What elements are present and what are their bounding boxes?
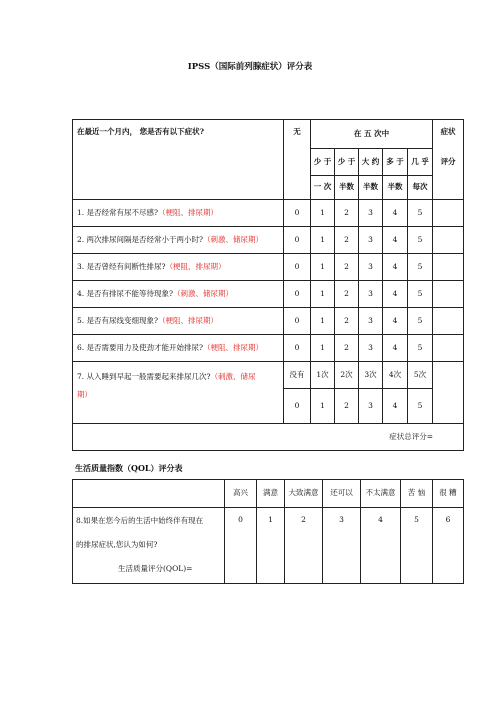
score-option: 3 xyxy=(359,254,383,281)
count-option: 1次 xyxy=(311,362,335,389)
score-option: 0 xyxy=(284,335,311,362)
score-option: 4 xyxy=(383,227,408,254)
question-row xyxy=(73,308,464,335)
score-option: 1 xyxy=(311,281,335,308)
score-option: 4 xyxy=(383,308,408,335)
score-option: 2 xyxy=(335,389,359,424)
score-option: 0 xyxy=(284,389,311,424)
question-tag: （刺激、储尿 xyxy=(210,372,256,381)
question-tag: （梗阻、排尿期） xyxy=(203,342,264,352)
qol-score-label: 生活质量评分(QOL)= xyxy=(118,564,193,573)
ipss-table xyxy=(72,119,464,451)
qol-score-option: 4 xyxy=(361,508,401,584)
qol-option-header: 很 糟 xyxy=(433,480,464,508)
score-option: 5 xyxy=(408,335,433,362)
freq-top-label: 多 于 xyxy=(383,149,408,176)
question-row xyxy=(73,335,464,362)
question-tag: （梗阻、排尿期） xyxy=(158,315,219,325)
score-cell xyxy=(433,200,464,227)
count-option: 5次 xyxy=(408,362,433,389)
qol-score-option: 2 xyxy=(285,508,323,584)
qol-option-header: 满意 xyxy=(257,480,285,508)
question-text: 6. 是否需要用力及使劲才能开始排尿?（梗阻、排尿期） xyxy=(73,335,284,362)
score-cell xyxy=(433,308,464,335)
score-cell xyxy=(433,227,464,254)
count-option: 4次 xyxy=(383,362,408,389)
question-text: 5. 是否有尿线变细现象?（梗阻、排尿期） xyxy=(73,308,284,335)
count-option: 2次 xyxy=(335,362,359,389)
qol-question-line2: 的排尿症状,您认为如何? xyxy=(76,540,158,549)
question-text: 1. 是否经常有尿不尽感?（梗阻、排尿期） xyxy=(73,200,284,227)
question-tag: （刺激、储尿期） xyxy=(173,288,234,298)
score-option: 4 xyxy=(383,200,408,227)
qol-title: 生活质量指数（QOL）评分表 xyxy=(75,463,183,473)
score-option: 3 xyxy=(359,308,383,335)
question-tag-cont: 期） xyxy=(77,390,92,399)
score-option: 0 xyxy=(284,281,311,308)
freq-bottom-label: 每次 xyxy=(408,176,433,200)
qol-score-option: 6 xyxy=(433,508,464,584)
question-row xyxy=(73,254,464,281)
count-option: 3次 xyxy=(359,362,383,389)
freq-bottom-label: 半数 xyxy=(359,176,383,200)
score-option: 3 xyxy=(359,200,383,227)
question-tag: （梗阻、排尿期） xyxy=(165,261,226,271)
qol-question-line1: 8.如果在您今后的生活中始终伴有现在 xyxy=(76,516,204,525)
score-option: 0 xyxy=(284,200,311,227)
score-option: 4 xyxy=(383,335,408,362)
score-option: 4 xyxy=(383,254,408,281)
document-title: IPSS（国际前列腺症状）评分表 xyxy=(187,62,313,72)
in-five-header: 在 五 次中 xyxy=(311,120,433,149)
qol-option-header: 不太满意 xyxy=(361,480,401,508)
question-text: 2. 两次排尿间隔是否经常小于两小时?（刺激、储尿期） xyxy=(73,227,284,254)
question-text: 4. 是否有排尿不能等待现象?（刺激、储尿期） xyxy=(73,281,284,308)
question-row xyxy=(73,281,464,308)
score-option: 0 xyxy=(284,254,311,281)
score-option: 5 xyxy=(408,389,433,424)
freq-bottom-label: 半数 xyxy=(335,176,359,200)
qol-score-option: 3 xyxy=(323,508,361,584)
qol-option-header: 高兴 xyxy=(225,480,257,508)
qol-option-header: 还可以 xyxy=(323,480,361,508)
score-option: 2 xyxy=(335,281,359,308)
score-cell xyxy=(433,362,464,424)
score-header xyxy=(433,120,464,200)
score-option: 5 xyxy=(408,254,433,281)
score-option: 2 xyxy=(335,308,359,335)
score-cell xyxy=(433,281,464,308)
score-header-line1: 症状 xyxy=(440,127,456,136)
question-row xyxy=(73,200,464,227)
score-option: 1 xyxy=(311,308,335,335)
qol-score-option: 5 xyxy=(401,508,433,584)
freq-bottom-label: 一 次 xyxy=(311,176,335,200)
freq-top-label: 大 约 xyxy=(359,149,383,176)
score-option: 3 xyxy=(359,335,383,362)
question-header: 在最近一个月内， 您是否有以下症状? xyxy=(73,120,284,200)
score-option: 5 xyxy=(408,308,433,335)
score-option: 5 xyxy=(408,200,433,227)
score-option: 4 xyxy=(383,281,408,308)
score-option: 5 xyxy=(408,227,433,254)
score-option: 0 xyxy=(284,227,311,254)
score-option: 5 xyxy=(408,281,433,308)
score-option: 2 xyxy=(335,254,359,281)
score-option: 1 xyxy=(311,389,335,424)
qol-question xyxy=(73,508,225,584)
none-header: 无 xyxy=(284,120,311,200)
question-text: 7. 从入睡到早起一般需要起来排尿几次?（刺激、储尿 期） xyxy=(73,362,284,424)
question-row-7 xyxy=(73,362,464,389)
score-option: 3 xyxy=(359,227,383,254)
score-cell xyxy=(433,335,464,362)
question-tag: （刺激、储尿期） xyxy=(203,234,264,244)
question-text: 3. 是否曾经有间断性排尿?（梗阻、排尿期） xyxy=(73,254,284,281)
question-row xyxy=(73,227,464,254)
freq-top-label: 少 于 xyxy=(335,149,359,176)
score-cell xyxy=(433,254,464,281)
freq-top-label: 少 于 xyxy=(311,149,335,176)
question-tag: （梗阻、排尿期） xyxy=(158,207,219,217)
freq-bottom-label: 半数 xyxy=(383,176,408,200)
qol-option-header: 苦 恼 xyxy=(401,480,433,508)
qol-option-header: 大致满意 xyxy=(285,480,323,508)
score-option: 1 xyxy=(311,200,335,227)
score-option: 0 xyxy=(284,308,311,335)
score-option: 4 xyxy=(383,389,408,424)
score-option: 2 xyxy=(335,335,359,362)
score-option: 3 xyxy=(359,389,383,424)
qol-score-option: 0 xyxy=(225,508,257,584)
score-option: 1 xyxy=(311,227,335,254)
score-option: 3 xyxy=(359,281,383,308)
score-header-line2: 评分 xyxy=(440,157,456,167)
score-option: 2 xyxy=(335,200,359,227)
score-option: 1 xyxy=(311,254,335,281)
freq-top-label: 几 乎 xyxy=(408,149,433,176)
qol-table xyxy=(72,479,464,584)
qol-score-option: 1 xyxy=(257,508,285,584)
qol-corner xyxy=(73,480,225,508)
score-option: 2 xyxy=(335,227,359,254)
count-option: 没有 xyxy=(284,362,311,389)
score-option: 1 xyxy=(311,335,335,362)
total-score-label: 症状总评分= xyxy=(73,424,464,451)
